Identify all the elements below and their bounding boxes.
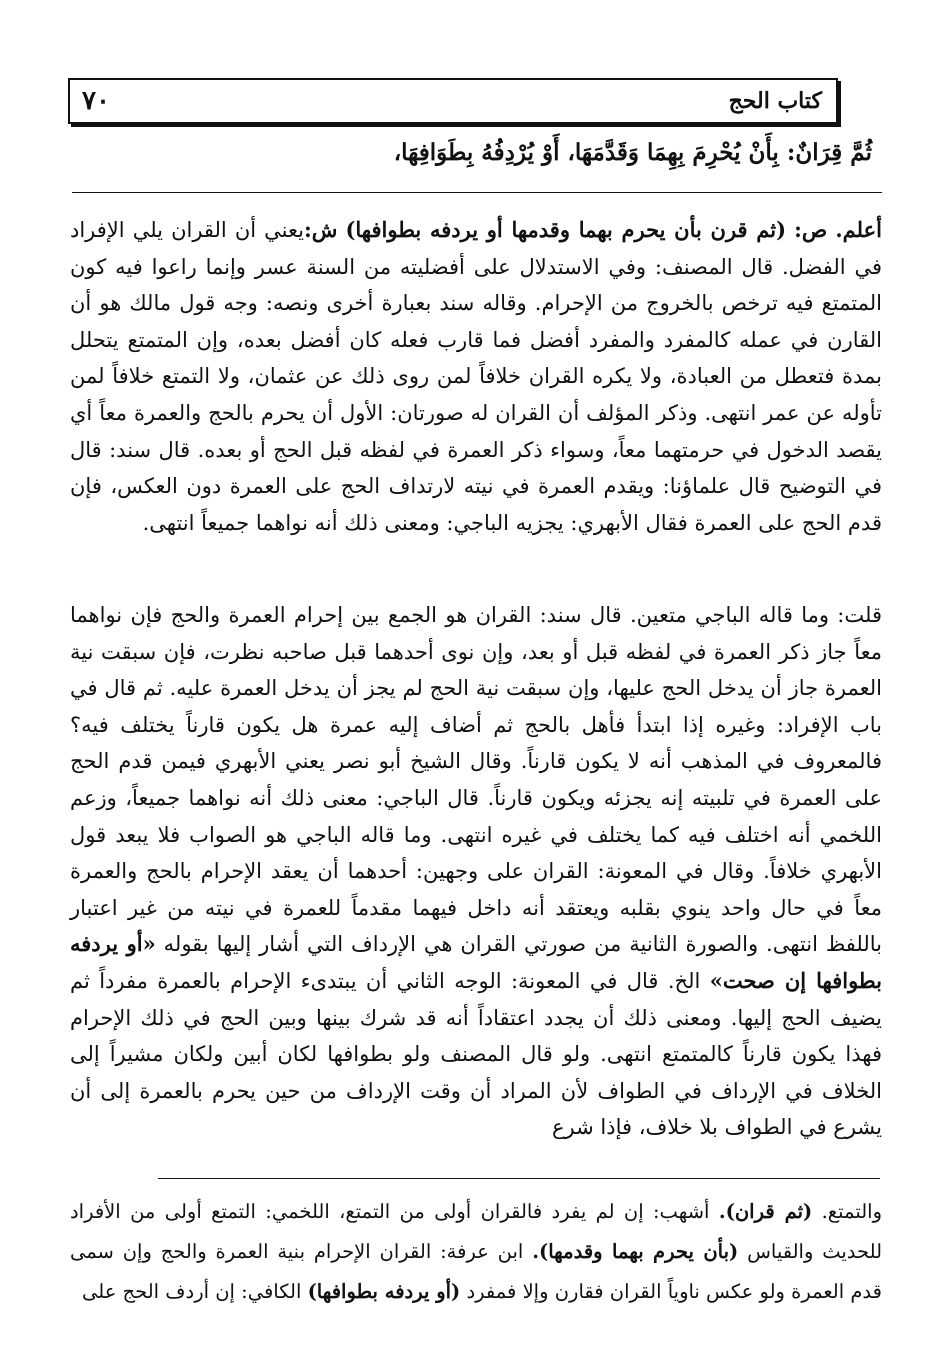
footnote (70, 1192, 882, 1312)
paragraph-lead: أعلم. (835, 217, 882, 242)
commentary-body-2a: قلت: وما قاله الباجي متعين. قال سند: القران هو الجمع بين إحرام العمرة والحج فإن نواهما معاً جاز ذكر العمرة في لفظه قبل أو بعد، وإن نوى أحدهما قبل صاحبه نظرت، فإن سبقت نية العمرة جاز أن يدخل الحج عليها، وإن سبقت نية الحج لم يجز أن يدخل العمرة عليه. ثم قال في باب الإفراد: وغيره إذا ابتدأ فأهل بالحج ثم أضاف إليه عمرة هل يكون قارناً يختلف فيه؟ فالمعروف في المذهب أنه لا يكون قارناً. وقال الشيخ أبو نصر يعني الأبهري فيمن قدم الحج على العمرة في تلبيته إنه يجزئه ويكون قارناً. قال الباجي: معنى ذلك أنه نواهما جميعاً، وزعم اللخمي أنه اختلف فيه كما يختلف في غيره انتهى. وما قاله الباجي هو الصواب فلا يبعد قول الأبهري خلافاً. وقال في المعونة: القران على وجهين: أحدهما أن يعقد الإحرام بالحج والعمرة معاً في حال واحد ينوي بقلبه ويعتقد أنه داخل فيهما مقدماً للعمرة في نيته من غير اعتبار باللفظ انتهى. والصورة الثانية من صورتي القران هي الإرداف التي أشار إليها بقوله (70, 603, 882, 957)
footnote-text: والتمتع. (812, 1200, 882, 1223)
shin-label: ش: (304, 217, 338, 242)
footnote-quote: (ثم قران). (718, 1200, 813, 1223)
footnote-quote: (أو يردفه بطوافها) (307, 1280, 461, 1303)
matn-quote: (ثم قرن بأن يحرم بهما وقدمها أو يردفه بطوافها) (345, 217, 787, 242)
matn-text: ثُمَّ قِرَانٌ: بِأَنْ يُحْرِمَ بِهِمَا وَقَدَّمَهَا، أَوْ يُرْدِفُهُ بِطَوَافِهَا، (393, 139, 872, 166)
commentary-paragraph-2 (70, 597, 882, 1146)
commentary-body-2b: الخ. قال في المعونة: الوجه الثاني أن يبتدىء الإحرام بالعمرة مفرداً ثم يضيف الحج إليها. ومعنى ذلك أن يجدد اعتقاداً أنه قد شرك بينها وبين الحج في ذلك الإحرام فهذا يكون قارناً كالمتمتع انتهى. ولو قال المصنف ولو بطوافها لكان أبين ولكان مشيراً إلى الخلاف في الإرداف في الطواف لأن المراد أن وقت الإرداف من حين يحرم بالعمرة إلى أن يشرع في الطواف بلا خلاف، فإذا شرع (70, 968, 882, 1140)
sad-label: ص: (794, 217, 828, 242)
footnote-text: أشهب: إن لم يفرد فالقران أولى من التمتع، اللخمي: التمتع أولى من الأفراد للحديث والقياس (70, 1200, 883, 1263)
footnote-quote: (بأن يحرم بهما وقدمها). (532, 1240, 739, 1263)
matn-divider (72, 192, 882, 193)
footnote-divider (158, 1178, 880, 1179)
footnote-text: الكافي: إن أردف الحج على (82, 1280, 308, 1303)
page-number: ٧٠ (82, 86, 110, 116)
matn-quote-2: «أو يردفه بطوافها إن صحت» (70, 931, 882, 993)
running-title: كتاب الحج (728, 88, 822, 114)
footnote-text: ابن عرفة: القران الإحرام بنية العمرة والحج وإن سمى قدم العمرة ولو عكس ناوياً القران فقارن وإلا فمفرد (70, 1240, 882, 1303)
commentary-paragraph-1 (70, 212, 882, 541)
commentary-body-1: يعني أن القران يلي الإفراد في الفضل. قال المصنف: وفي الاستدلال على أفضليته من السنة عسر وإنما راعوا فيه كون المتمتع فيه ترخص بالخروج من الإحرام. وقاله سند بعبارة أخرى ونصه: وجه قول مالك هو أن القارن في عمله كالمفرد والمفرد أفضل فما قارب فعله كان أفضل بعده، وإن المتمتع يتحلل بمدة فتعطل من العبادة، ولا يكره القران خلافاً لمن روى ذلك عن عثمان، ولا التمتع خلافاً لمن تأوله عن عمر انتهى. وذكر المؤلف أن القران له صورتان: الأول أن يحرم بالحج والعمرة معاً أي يقصد الدخول في حرمتهما معاً، وسواء ذكر العمرة في لفظه قبل الحج أو بعده. قال سند: قال في التوضيح قال علماؤنا: ويقدم العمرة في نيته لارتداف الحج على العمرة دون العكس، فإن قدم الحج على العمرة فقال الأبهري: يجزيه الباجي: ومعنى ذلك أنه نواهما جميعاً انتهى. (70, 218, 882, 535)
page-header (68, 78, 838, 124)
